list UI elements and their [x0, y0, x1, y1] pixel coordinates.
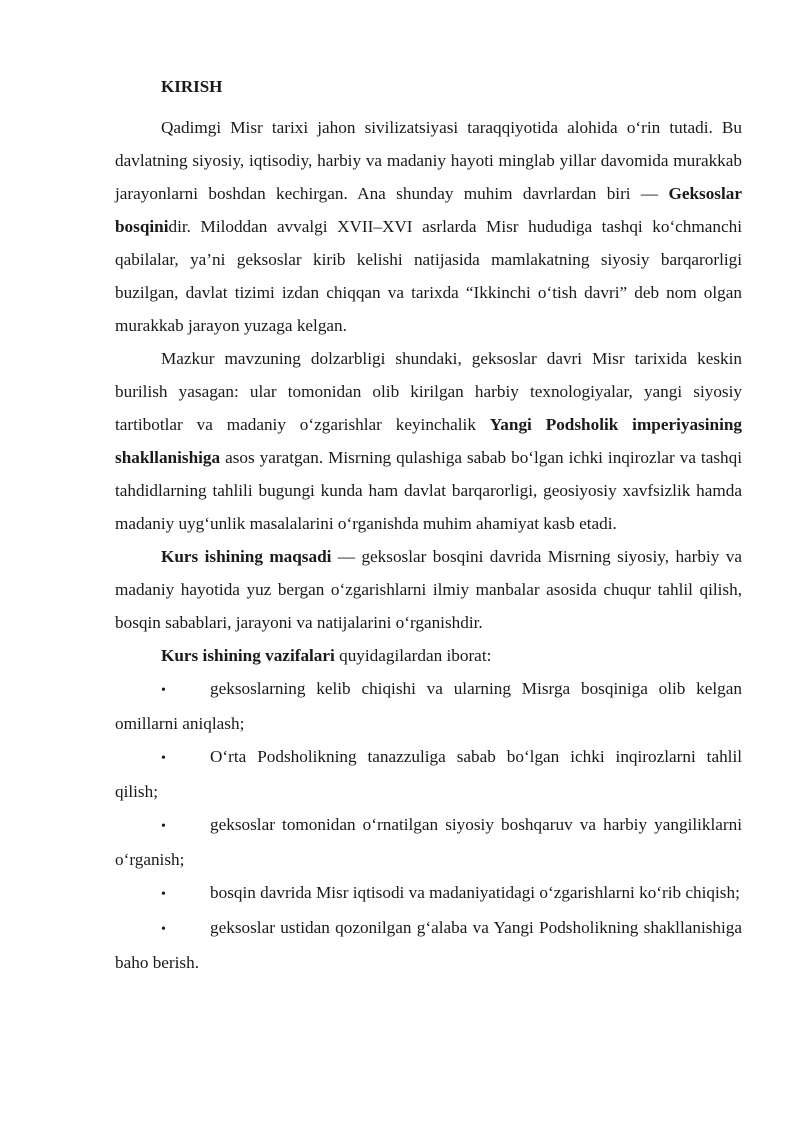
section-heading: KIRISH [161, 77, 223, 96]
bold-term: Yangi Podsholik imperiyasining shakllanishiga [115, 415, 742, 467]
paragraph-relevance: Mazkur mavzuning dolzarbligi shundaki, geksoslar davri Misr tarixida keskin burilish yasagan: ular tomonidan olib kirilgan harbiy texnologiyalar, yangi siyosiy tartibotlar va madaniy o‘zgarishlar keyinchalik Yangi Podsholik imperiyasining shakllanishiga asos yaratgan. Misrning qulashiga sabab bo‘lgan ichki inqirozlar va tashqi tahdidlarning tahlili bugungi kunda ham davlat barqarorligi, geosiyosiy xavfsizlik hamda madaniy uyg‘unlik masalalarini o‘rganishda muhim ahamiyat kasb etadi. [115, 349, 742, 533]
list-item: • geksoslar ustidan qozonilgan g‘alaba va Yangi Podsholikning shakllanishiga baho berish. [115, 911, 742, 979]
bullet-icon: • [161, 922, 166, 937]
list-item: • geksoslar tomonidan o‘rnatilgan siyosiy boshqaruv va harbiy yangiliklarni o‘rganish; [115, 808, 742, 876]
list-item: • O‘rta Podsholikning tanazzuliga sabab bo‘lgan ichki inqirozlarni tahlil qilish; [115, 740, 742, 808]
list-item: • bosqin davrida Misr iqtisodi va madaniyatidagi o‘zgarishlarni ko‘rib chiqish; [115, 876, 742, 911]
paragraph-goal: Kurs ishining maqsadi — geksoslar bosqini davrida Misrning siyosiy, harbiy va madaniy hayotida yuz bergan o‘zgarishlarni ilmiy manbalar asosida chuqur tahlil qilish, bosqin sabablari, jarayoni va natijalarini o‘rganishdir. [115, 547, 742, 632]
bullet-icon: • [161, 683, 166, 698]
bold-term: Geksoslar bosqini [115, 184, 742, 236]
bullet-icon: • [161, 819, 166, 834]
paragraph-tasks-intro: Kurs ishining vazifalari quyidagilardan iborat: [161, 646, 492, 665]
bold-term: Kurs ishining vazifalari [161, 646, 335, 665]
list-item: • geksoslarning kelib chiqishi va ularning Misrga bosqiniga olib kelgan omillarni aniqlash; [115, 672, 742, 740]
bold-term: Kurs ishining maqsadi [161, 547, 332, 566]
bullet-icon: • [161, 751, 166, 766]
document-page [115, 74, 742, 979]
bullet-icon: • [161, 887, 166, 902]
paragraph-intro: Qadimgi Misr tarixi jahon sivilizatsiyasi taraqqiyotida alohida o‘rin tutadi. Bu davlatning siyosiy, iqtisodiy, harbiy va madaniy hayoti minglab yillar davomida murakkab jarayonlarni boshdan kechirgan. Ana shunday muhim davrlardan biri — Geksoslar bosqinidir. Miloddan avvalgi XVII–XVI asrlarda Misr hududiga tashqi ko‘chmanchi qabilalar, ya’ni geksoslar kirib kelishi natijasida mamlakatning siyosiy barqarorligi buzilgan, davlat tizimi izdan chiqqan va tarixda “Ikkinchi o‘tish davri” deb nom olgan murakkab jarayon yuzaga kelgan. [115, 118, 742, 335]
